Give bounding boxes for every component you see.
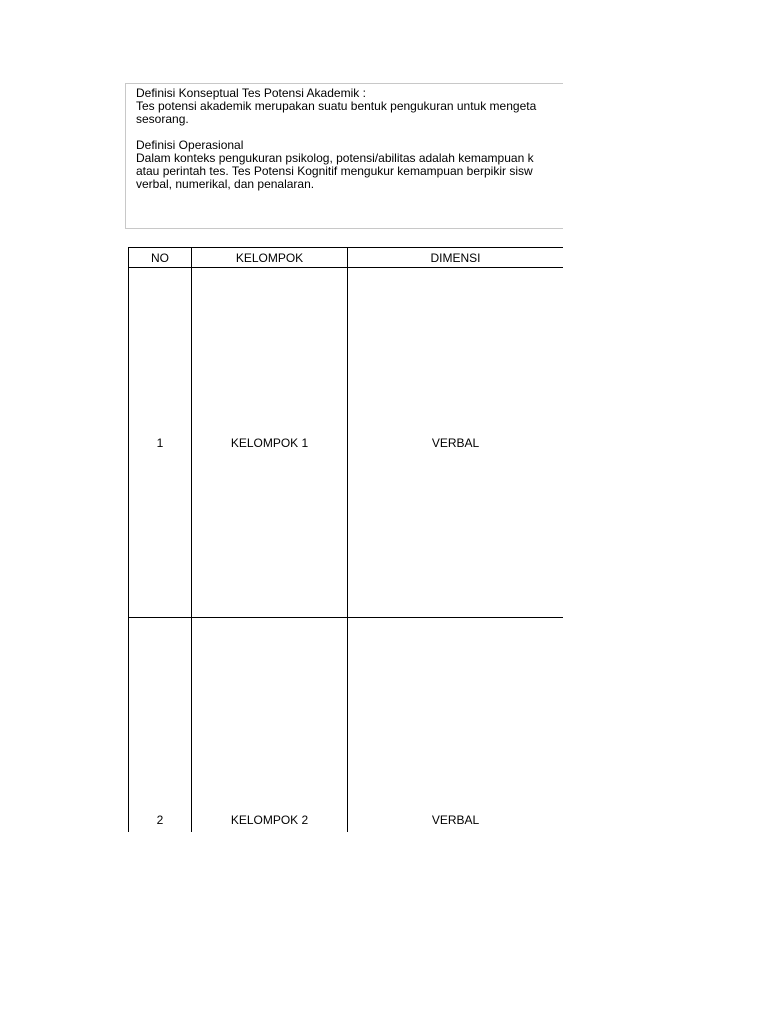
header-kelompok: KELOMPOK	[192, 248, 348, 268]
table-row	[129, 618, 564, 833]
cell-dimensi-text: VERBAL	[431, 813, 480, 827]
operasional-text-line-2: atau perintah tes. Tes Potensi Kognitif mengukur kemampuan berpikir sisw	[136, 164, 533, 178]
cell-kelompok-text: KELOMPOK 2	[230, 813, 309, 827]
header-dimensi: DIMENSI	[348, 248, 564, 268]
table-header-row	[129, 248, 564, 268]
group-dimension-table	[128, 247, 564, 832]
definition-text-block	[136, 87, 575, 191]
cell-kelompok	[192, 618, 348, 833]
table-row	[129, 268, 564, 618]
konseptual-title: Definisi Konseptual Tes Potensi Akademik :	[136, 86, 366, 100]
header-no: NO	[129, 248, 192, 268]
cell-no-text: 2	[156, 813, 164, 827]
konseptual-text-line-1: Tes potensi akademik merupakan suatu bentuk pengukuran untuk mengeta	[136, 99, 537, 113]
cell-kelompok: KELOMPOK 1	[192, 268, 348, 618]
operasional-text-line-1: Dalam konteks pengukuran psikolog, potensi/abilitas adalah kemampuan k	[136, 151, 534, 165]
page-clip-mask	[563, 60, 768, 860]
cell-dimensi: VERBAL	[348, 268, 564, 618]
group-dimension-table-wrapper	[128, 247, 564, 832]
definition-box	[125, 83, 575, 229]
cell-dimensi	[348, 618, 564, 833]
cell-no: 1	[129, 268, 192, 618]
konseptual-text-line-2: sesorang.	[136, 112, 189, 126]
cell-no	[129, 618, 192, 833]
operasional-text-line-3: verbal, numerikal, dan penalaran.	[136, 177, 315, 191]
operasional-title: Definisi Operasional	[136, 138, 244, 152]
